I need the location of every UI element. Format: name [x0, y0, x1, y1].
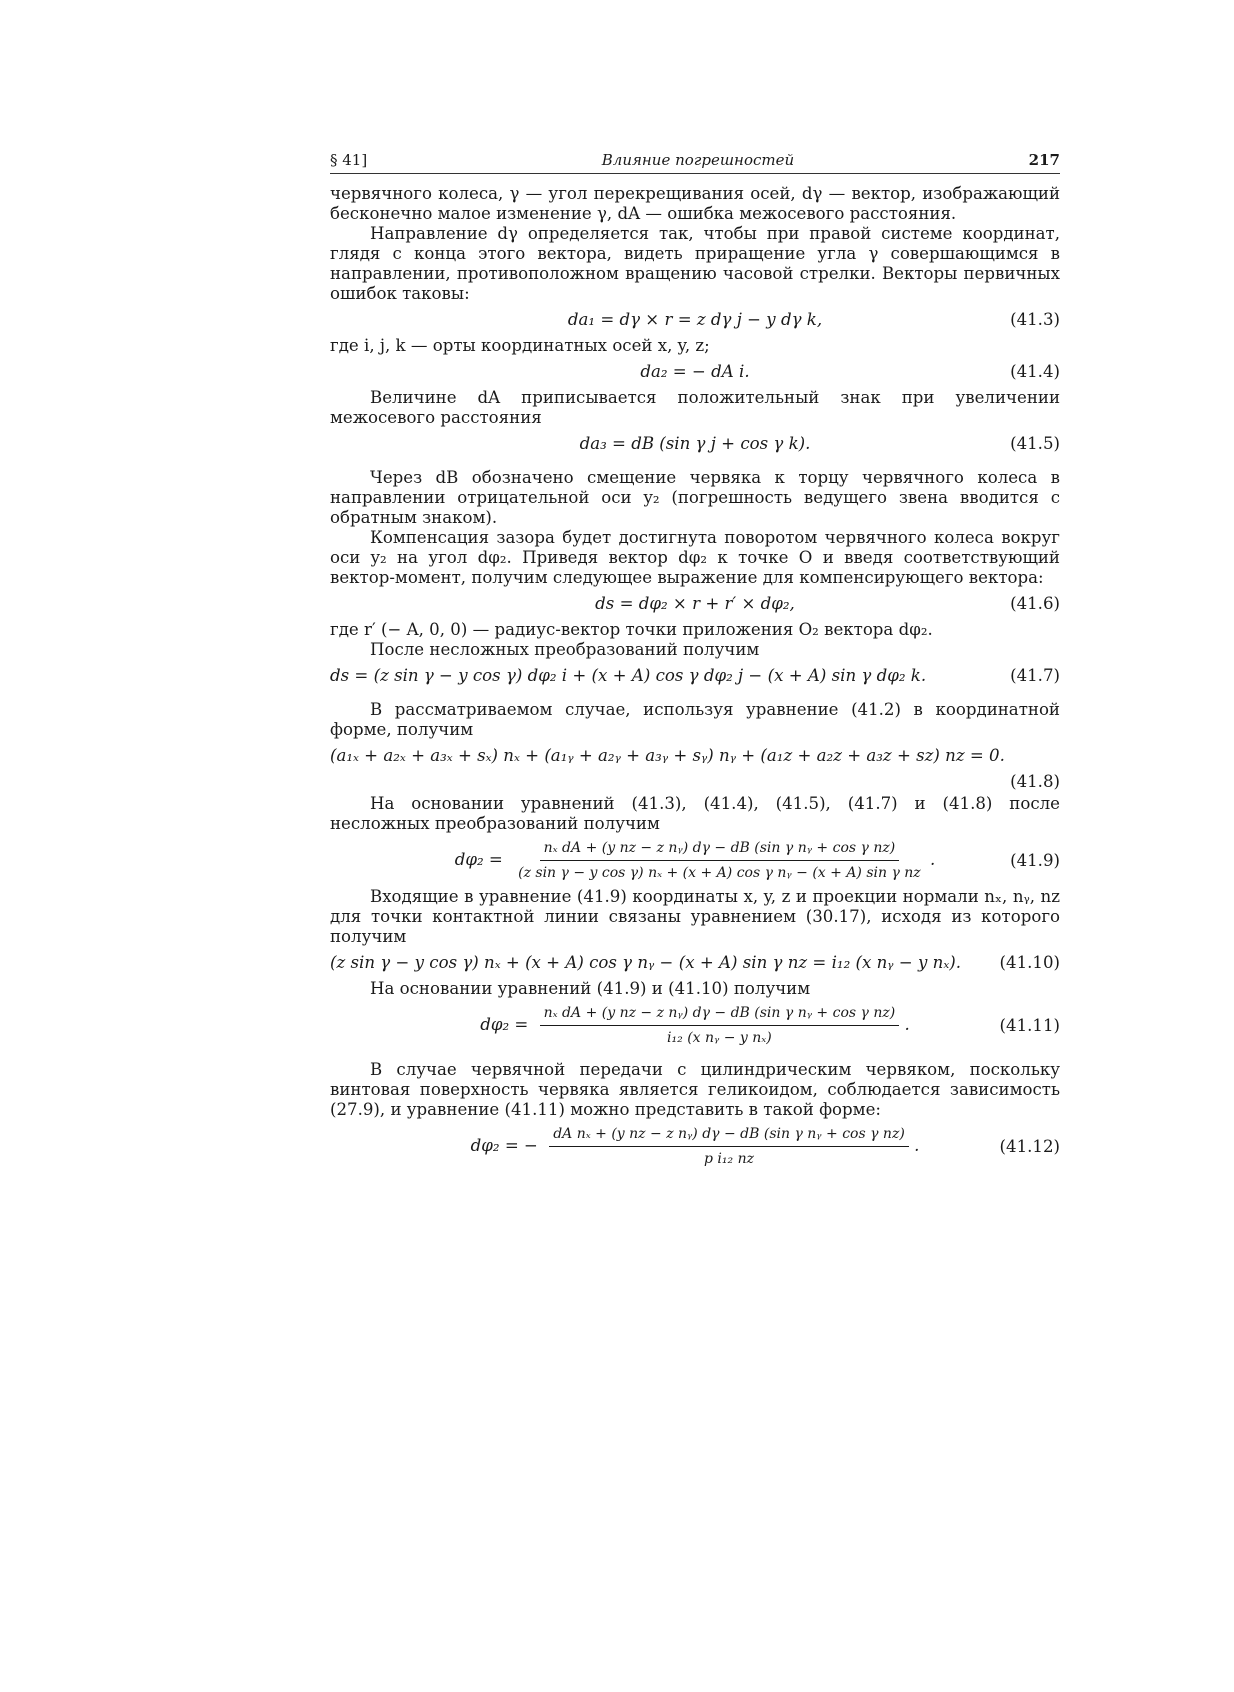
- fraction-numerator: nₓ dA + (y nz − z nᵧ) dγ − dB (sin γ nᵧ + cos γ nz): [540, 838, 900, 861]
- paragraph: Входящие в уравнение (41.9) координаты x, y, z и проекции нормали nₓ, nᵧ, nz для точки контактной линии связаны уравнением (30.17), исходя из которого получим: [330, 887, 1060, 946]
- equation-41-11: [330, 1003, 1060, 1048]
- equation-tail: .: [914, 1136, 920, 1155]
- equation-tail: .: [929, 850, 936, 869]
- equation-number: (41.12): [999, 1136, 1060, 1156]
- paragraph: Величине dA приписывается положительный знак при увеличении межосевого расстояния: [330, 388, 1060, 427]
- equation-lhs: dφ₂ =: [454, 850, 503, 869]
- fraction-denominator: i₁₂ (x nᵧ − y nₓ): [667, 1030, 772, 1046]
- page-number: 217: [1028, 151, 1060, 169]
- equation-body: da₂ = − dA i.: [640, 362, 750, 381]
- equation-body: ds = dφ₂ × r + r′ × dφ₂,: [595, 594, 795, 613]
- equation-tail: .: [904, 1015, 910, 1034]
- equation-number: (41.4): [1010, 362, 1060, 381]
- equation-body: (a₁ₓ + a₂ₓ + a₃ₓ + sₓ) nₓ + (a₁ᵧ + a₂ᵧ + a₃ᵧ + sᵧ) nᵧ + (a₁z + a₂z + a₃z + sz) nz = 0.: [330, 746, 1005, 765]
- book-page: [330, 150, 1060, 1173]
- equation-41-7: [330, 664, 1060, 688]
- equation-body: (z sin γ − y cos γ) nₓ + (x + A) cos γ nᵧ − (x + A) sin γ nz = i₁₂ (x nᵧ − y nₓ).: [330, 953, 961, 972]
- paragraph: где i, j, k — орты координатных осей x, y, z;: [330, 336, 710, 355]
- equation-41-4: [330, 360, 1060, 384]
- paragraph: где r′ (− A, 0, 0) — радиус-вектор точки приложения O₂ вектора dφ₂.: [330, 620, 933, 639]
- equation-41-10: [330, 951, 1060, 975]
- equation-body: da₁ = dγ × r = z dγ j − y dγ k,: [567, 310, 823, 329]
- paragraph: После несложных преобразований получим: [370, 640, 760, 659]
- equation-number: (41.5): [1010, 434, 1060, 453]
- equation-lhs: dφ₂ =: [480, 1015, 529, 1034]
- running-header: [330, 150, 1060, 174]
- fraction-denominator: (z sin γ − y cos γ) nₓ + (x + A) cos γ nᵧ − (x + A) sin γ nz: [518, 865, 921, 881]
- fraction-denominator: p i₁₂ nz: [704, 1151, 754, 1167]
- equation-41-6: [330, 592, 1060, 616]
- equation-41-12: [330, 1124, 1060, 1169]
- equation-number: (41.11): [999, 1015, 1060, 1035]
- equation-number: (41.10): [999, 953, 1060, 972]
- paragraph: Через dB обозначено смещение червяка к торцу червячного колеса в направлении отрицательной оси y₂ (погрешность ведущего звена вводится с обратным знаком).: [330, 468, 1060, 527]
- fraction: [540, 1003, 900, 1048]
- equation-41-9: [330, 838, 1060, 883]
- equation-body: [480, 1003, 910, 1048]
- paragraph: В рассматриваемом случае, используя уравнение (41.2) в координатной форме, получим: [330, 700, 1060, 739]
- equation-number: (41.8): [1010, 772, 1060, 791]
- running-title: Влияние погрешностей: [601, 151, 795, 169]
- fraction-numerator: nₓ dA + (y nz − z nᵧ) dγ − dB (sin γ nᵧ + cos γ nz): [540, 1003, 900, 1026]
- equation-41-5: [330, 432, 1060, 456]
- equation-body: [471, 1124, 920, 1169]
- paragraph: На основании уравнений (41.3), (41.4), (41.5), (41.7) и (41.8) после несложных преобразований получим: [330, 794, 1060, 833]
- paragraph: червячного колеса, γ — угол перекрещивания осей, dγ — вектор, изображающий бесконечно малое изменение γ, dA — ошибка межосевого расстояния.: [330, 184, 1060, 223]
- paragraph: Направление dγ определяется так, чтобы при правой системе координат, глядя с конца этого вектора, видеть приращение угла γ совершающимся в направлении, противоположном вращению часовой стрелки. Векторы первичных ошибок таковы:: [330, 224, 1060, 303]
- paragraph: На основании уравнений (41.9) и (41.10) получим: [370, 979, 811, 998]
- equation-body: da₃ = dB (sin γ j + cos γ k).: [579, 434, 811, 453]
- equation-number: (41.3): [1010, 310, 1060, 329]
- equation-number: (41.7): [1010, 666, 1060, 685]
- section-mark: § 41]: [330, 151, 368, 169]
- equation-body: ds = (z sin γ − y cos γ) dφ₂ i + (x + A) cos γ dφ₂ j − (x + A) sin γ dφ₂ k.: [330, 666, 927, 685]
- fraction: [549, 1124, 909, 1169]
- equation-41-8: [330, 744, 1060, 768]
- equation-number: (41.6): [1010, 594, 1060, 613]
- fraction-numerator: dA nₓ + (y nz − z nᵧ) dγ − dB (sin γ nᵧ + cos γ nz): [549, 1124, 909, 1147]
- equation-number: (41.9): [1010, 850, 1060, 870]
- fraction: [514, 838, 925, 883]
- equation-41-3: [330, 308, 1060, 332]
- equation-body: [455, 838, 936, 883]
- paragraph: В случае червячной передачи с цилиндрическим червяком, поскольку винтовая поверхность червяка является геликоидом, соблюдается зависимость (27.9), и уравнение (41.11) можно представить в такой форме:: [330, 1060, 1060, 1119]
- paragraph: Компенсация зазора будет достигнута поворотом червячного колеса вокруг оси y₂ на угол dφ₂. Приведя вектор dφ₂ к точке O и введя соответствующий вектор-момент, получим следующее выражение для компенсирующего вектора:: [330, 528, 1060, 587]
- equation-lhs: dφ₂ = −: [470, 1136, 538, 1155]
